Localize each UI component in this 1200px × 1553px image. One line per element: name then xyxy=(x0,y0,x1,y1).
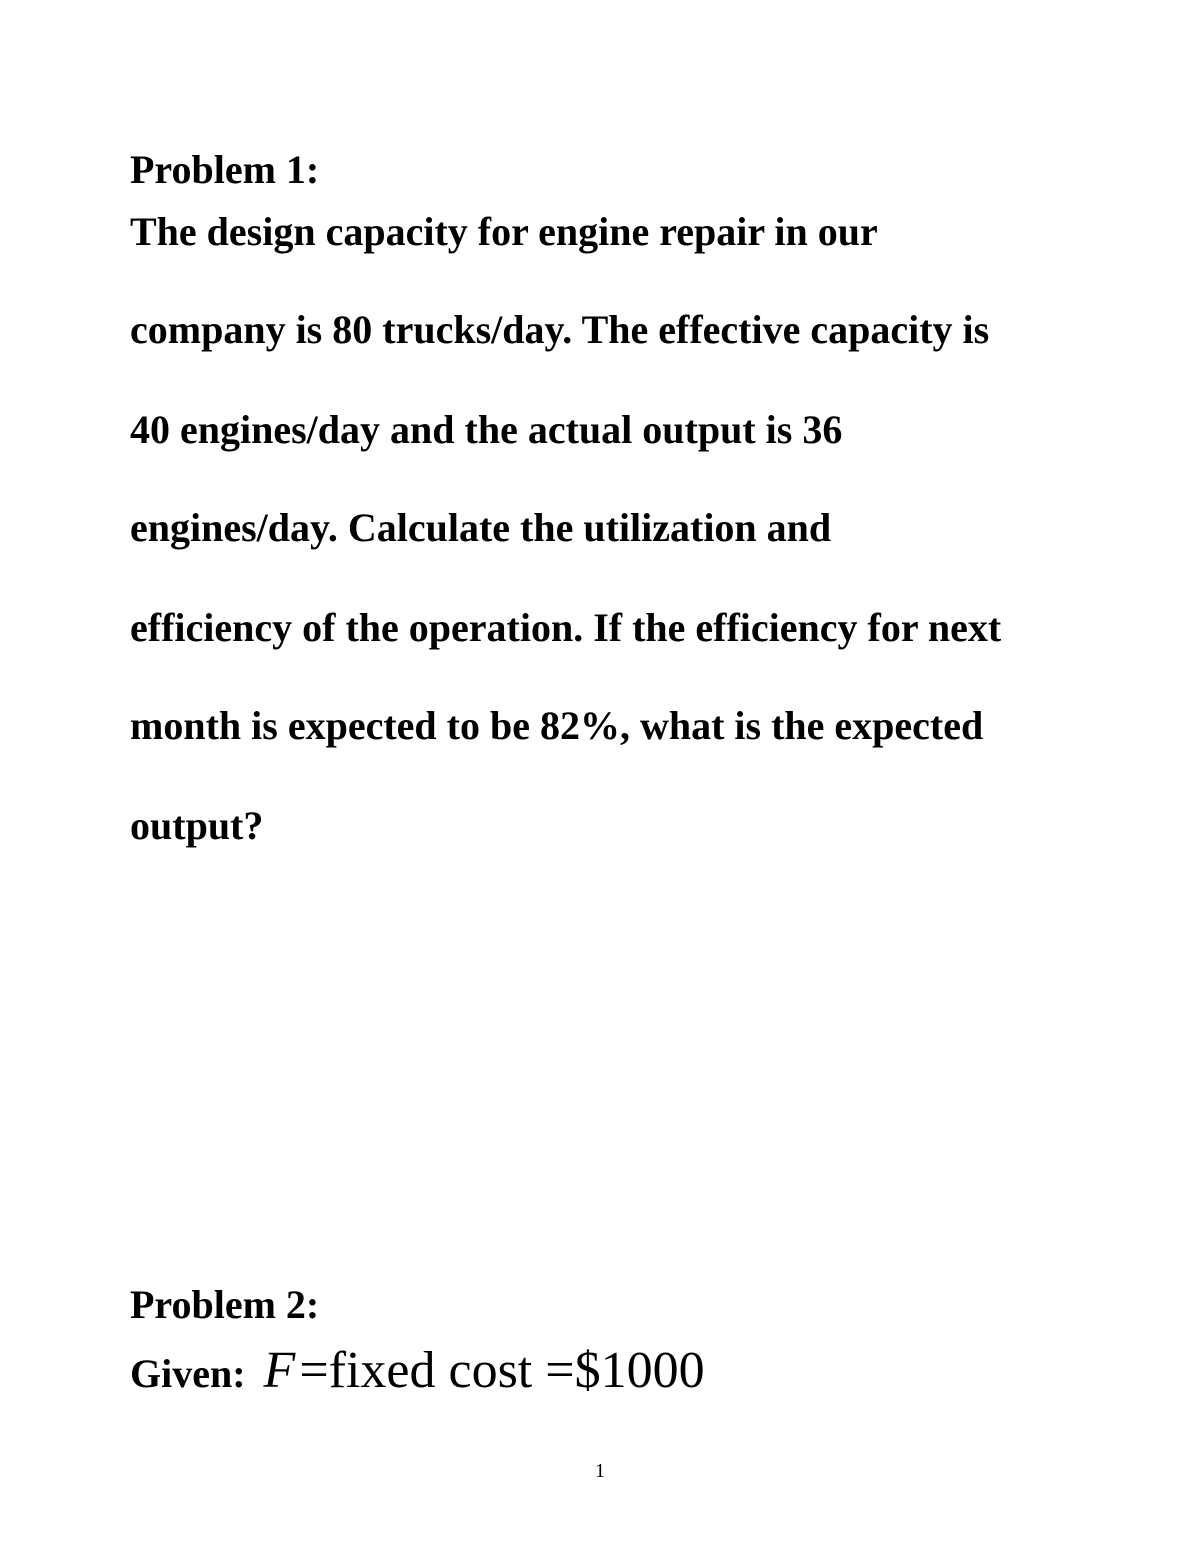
formula-text: =fixed cost =$1000 xyxy=(299,1342,705,1399)
given-label: Given: xyxy=(130,1351,246,1396)
problem-1-heading: Problem 1: xyxy=(130,147,320,192)
formula-variable: F xyxy=(263,1342,296,1399)
problem-1-text-line: output? xyxy=(130,803,264,848)
problem-1-text-line: efficiency of the operation. If the efficiency for next xyxy=(130,605,1002,650)
problem-1-text-line: company is 80 trucks/day. The effective capacity is xyxy=(130,307,990,352)
problem-1-text-line: 40 engines/day and the actual output is 36 xyxy=(130,407,843,452)
problem-1-text-line: The design capacity for engine repair in our xyxy=(130,209,878,254)
given-formula xyxy=(130,1342,705,1409)
problem-1-text-line: month is expected to be 82%, what is the expected xyxy=(130,703,984,748)
page-number: 1 xyxy=(595,1460,605,1482)
problem-1-text-line: engines/day. Calculate the utilization and xyxy=(130,505,832,550)
problem-2-heading: Problem 2: xyxy=(130,1282,320,1327)
